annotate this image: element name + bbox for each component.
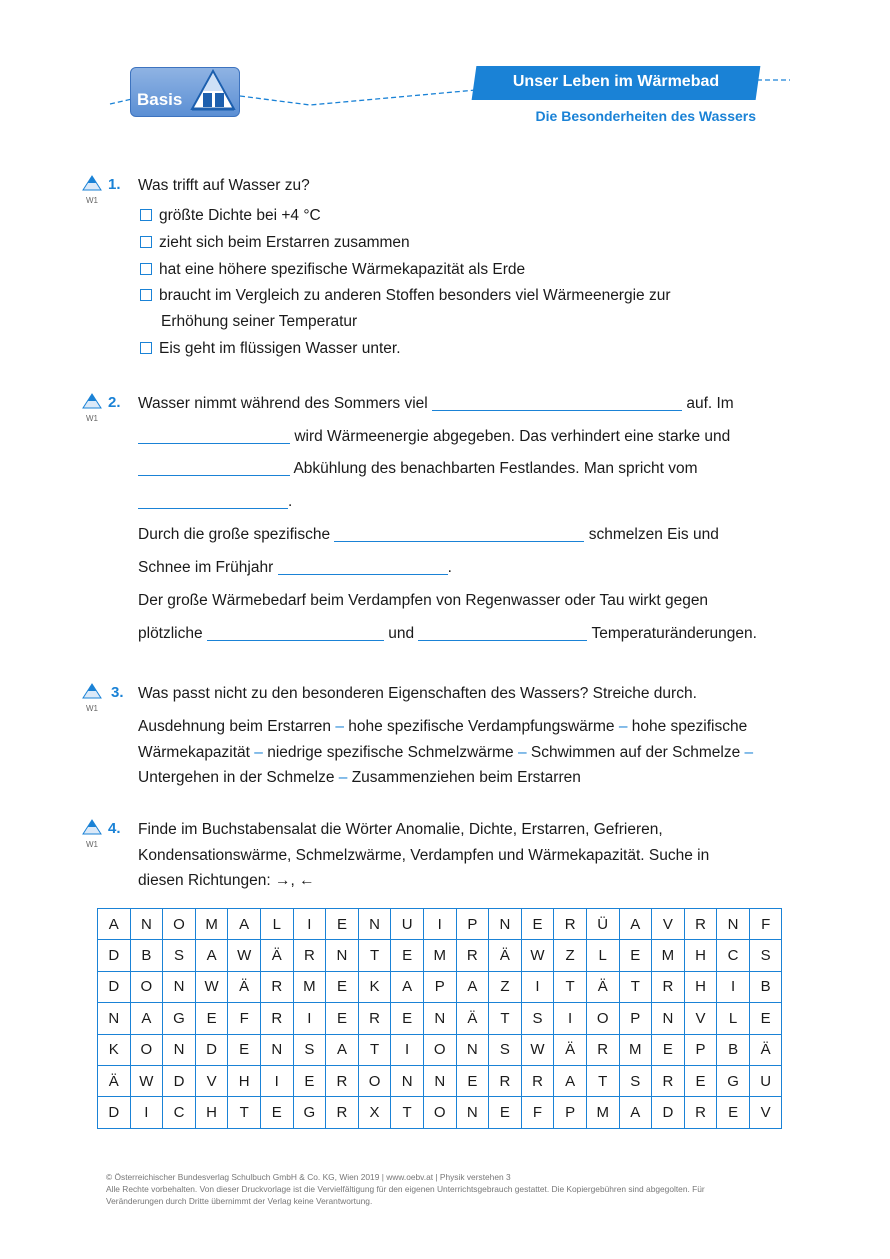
grid-cell[interactable]: F [749,909,782,940]
grid-cell[interactable]: H [684,940,717,971]
grid-cell[interactable]: N [358,909,391,940]
grid-cell[interactable]: R [521,1065,554,1096]
answer-blank[interactable] [138,459,290,476]
grid-cell[interactable]: A [456,971,489,1002]
grid-cell[interactable]: E [684,1065,717,1096]
property-item[interactable]: Ausdehnung beim Erstarren [138,718,332,735]
cloze-line: Durch die große spezifische schmelzen Eis und [138,526,719,543]
grid-cell[interactable]: R [293,940,326,971]
checkbox-option[interactable]: größte Dichte bei +4 °C [140,206,321,226]
grid-cell[interactable]: M [586,1097,619,1128]
grid-cell[interactable]: N [163,971,196,1002]
cloze-line: Der große Wärmebedarf beim Verdampfen von Regenwasser oder Tau wirkt gegen [138,592,709,609]
grid-cell[interactable]: M [423,940,456,971]
answer-blank[interactable] [207,624,384,641]
grid-row [98,940,782,971]
grid-cell[interactable]: R [358,1003,391,1034]
grid-cell[interactable]: O [163,909,196,940]
grid-cell[interactable]: M [652,940,685,971]
grid-cell[interactable]: V [749,1097,782,1128]
task-level: W1 [86,840,98,849]
grid-cell[interactable]: T [358,940,391,971]
checkbox-option[interactable]: zieht sich beim Erstarren zusammen [140,233,410,253]
grid-cell[interactable]: I [391,1034,424,1065]
task-number: 3. [111,684,124,701]
answer-blank[interactable] [418,624,587,641]
task-question: Was passt nicht zu den besonderen Eigenschaften des Wassers? Streiche durch. [138,685,697,702]
checkbox-option[interactable]: braucht im Vergleich zu anderen Stoffen besonders viel Wärmeenergie zur [140,286,671,306]
grid-cell[interactable]: Z [489,971,522,1002]
grid-cell[interactable]: N [489,909,522,940]
grid-cell[interactable]: L [586,940,619,971]
grid-cell[interactable]: Z [554,940,587,971]
grid-cell[interactable]: S [749,940,782,971]
grid-cell[interactable]: I [554,1003,587,1034]
answer-blank[interactable] [278,558,448,575]
grid-cell[interactable]: K [358,971,391,1002]
grid-cell[interactable]: N [652,1003,685,1034]
grid-cell[interactable]: S [521,1003,554,1034]
grid-cell[interactable]: E [489,1097,522,1128]
grid-cell[interactable]: I [130,1097,163,1128]
property-item[interactable]: niedrige spezifische Schmelzwärme [267,744,514,761]
grid-cell[interactable]: M [293,971,326,1002]
grid-cell[interactable]: G [293,1097,326,1128]
grid-cell[interactable]: X [358,1097,391,1128]
grid-cell[interactable]: O [586,1003,619,1034]
grid-cell[interactable]: P [423,971,456,1002]
grid-cell[interactable]: U [391,909,424,940]
grid-cell[interactable]: E [326,1003,359,1034]
cloze-line: Schnee im Frühjahr . [138,559,452,576]
grid-cell[interactable]: A [228,909,261,940]
grid-cell[interactable]: R [326,1065,359,1096]
grid-cell[interactable]: R [652,1065,685,1096]
grid-cell[interactable]: B [130,940,163,971]
grid-row [98,1034,782,1065]
grid-cell[interactable]: R [652,971,685,1002]
grid-cell[interactable]: P [456,909,489,940]
grid-cell[interactable]: A [619,909,652,940]
checkbox[interactable] [140,236,152,248]
property-item[interactable]: Zusammenziehen beim Erstarren [351,769,581,786]
footer-rights: Alle Rechte vorbehalten. Von dieser Druckvorlage ist die Vervielfältigung für den eigenen Unterrichtsgebrauch gestattet. Die Kopiergebühren sind abgegolten. Für [106,1184,705,1194]
checkbox-option[interactable]: hat eine höhere spezifische Wärmekapazität als Erde [140,260,525,280]
task-instruction: Finde im Buchstabensalat die Wörter Anomalie, Dichte, Erstarren, Gefrieren, [138,821,663,838]
grid-cell[interactable]: A [326,1034,359,1065]
grid-cell[interactable]: R [684,1097,717,1128]
property-item[interactable]: hohe spezifische [631,718,748,735]
grid-cell[interactable]: N [326,940,359,971]
page-subtitle: Die Besonderheiten des Wassers [535,108,756,124]
grid-cell[interactable]: Ä [260,940,293,971]
grid-cell[interactable]: O [423,1097,456,1128]
grid-cell[interactable]: E [456,1065,489,1096]
grid-row [98,971,782,1002]
grid-cell[interactable]: N [260,1034,293,1065]
grid-cell[interactable]: R [586,1034,619,1065]
grid-cell[interactable]: W [130,1065,163,1096]
grid-cell[interactable]: E [195,1003,228,1034]
grid-cell[interactable]: N [163,1034,196,1065]
grid-cell[interactable]: R [260,971,293,1002]
grid-cell[interactable]: D [98,1097,131,1128]
grid-cell[interactable]: P [554,1097,587,1128]
grid-cell[interactable]: I [260,1065,293,1096]
task-level: W1 [86,196,98,205]
level-triangle-icon [190,69,236,113]
grid-cell[interactable]: R [554,909,587,940]
grid-cell[interactable]: C [717,940,750,971]
grid-cell[interactable]: P [684,1034,717,1065]
grid-cell[interactable]: H [228,1065,261,1096]
property-item[interactable]: hohe spezifische Verdampfungswärme [348,718,615,735]
grid-cell[interactable]: D [98,971,131,1002]
grid-cell[interactable]: T [391,1097,424,1128]
footer-copyright: © Österreichischer Bundesverlag Schulbuch GmbH & Co. KG, Wien 2019 | www.oebv.at | Physik verstehen 3 [106,1172,511,1182]
grid-cell[interactable]: N [391,1065,424,1096]
grid-cell[interactable]: E [717,1097,750,1128]
grid-cell[interactable]: F [228,1003,261,1034]
grid-cell[interactable]: A [98,909,131,940]
grid-cell[interactable]: U [749,1065,782,1096]
grid-cell[interactable]: D [652,1097,685,1128]
property-line: Ausdehnung beim Erstarren – hohe spezifische Verdampfungswärme – hohe spezifische [138,718,748,735]
grid-cell[interactable]: W [521,1034,554,1065]
grid-row [98,1003,782,1034]
checkbox[interactable] [140,209,152,221]
grid-cell[interactable]: I [717,971,750,1002]
task-instruction: Kondensationswärme, Schmelzwärme, Verdampfen und Wärmekapazität. Suche in [138,847,710,864]
grid-row [98,1097,782,1128]
grid-cell[interactable]: L [260,909,293,940]
grid-cell[interactable]: E [260,1097,293,1128]
grid-cell[interactable]: S [163,940,196,971]
task-level: W1 [86,704,98,713]
answer-blank[interactable] [138,492,288,509]
task-question: Was trifft auf Wasser zu? [138,177,310,194]
basis-label: Basis [137,90,183,109]
checkbox[interactable] [140,289,152,301]
grid-cell[interactable]: R [456,940,489,971]
cloze-line: Abkühlung des benachbarten Festlandes. Man spricht vom [138,459,698,479]
grid-cell[interactable]: S [293,1034,326,1065]
grid-cell[interactable]: T [554,971,587,1002]
pyramid-icon [82,683,102,699]
grid-cell[interactable]: N [423,1065,456,1096]
grid-cell[interactable]: Ä [586,971,619,1002]
grid-cell[interactable]: L [717,1003,750,1034]
grid-cell[interactable]: A [619,1097,652,1128]
grid-cell[interactable]: R [326,1097,359,1128]
task-level: W1 [86,414,98,423]
grid-cell[interactable]: V [652,909,685,940]
grid-cell[interactable]: K [98,1034,131,1065]
grid-cell[interactable]: E [391,940,424,971]
cloze-line: wird Wärmeenergie abgegeben. Das verhindert eine starke und [138,427,730,447]
grid-cell[interactable]: O [358,1065,391,1096]
word-search-grid [97,908,782,1129]
grid-cell[interactable]: Ä [554,1034,587,1065]
grid-cell[interactable]: P [619,1003,652,1034]
task-number: 1. [108,176,121,193]
grid-cell[interactable]: Ä [749,1034,782,1065]
page-title: Unser Leben im Wärmebad [512,73,720,90]
grid-cell[interactable]: M [195,909,228,940]
grid-cell[interactable]: V [684,1003,717,1034]
grid-cell[interactable]: O [423,1034,456,1065]
grid-cell[interactable]: E [391,1003,424,1034]
property-item[interactable]: Untergehen in der Schmelze [138,769,335,786]
grid-row [98,909,782,940]
grid-cell[interactable]: Ä [228,971,261,1002]
grid-cell[interactable]: Ä [98,1065,131,1096]
grid-cell[interactable]: I [423,909,456,940]
property-item[interactable]: Schwimmen auf der Schmelze [530,744,741,761]
grid-cell[interactable]: E [293,1065,326,1096]
checkbox-option[interactable]: Eis geht im flüssigen Wasser unter. [140,339,401,359]
grid-cell[interactable]: E [326,971,359,1002]
grid-cell[interactable]: R [260,1003,293,1034]
grid-cell[interactable]: I [293,1003,326,1034]
answer-blank[interactable] [138,427,290,444]
answer-blank[interactable] [334,525,584,542]
task-number: 2. [108,394,121,411]
property-line: Untergehen in der Schmelze – Zusammenziehen beim Erstarren [138,769,581,786]
grid-cell[interactable]: N [98,1003,131,1034]
grid-cell[interactable]: N [456,1034,489,1065]
grid-cell[interactable]: T [586,1065,619,1096]
grid-cell[interactable]: E [619,940,652,971]
grid-cell[interactable]: I [293,909,326,940]
grid-cell[interactable]: D [163,1065,196,1096]
grid-cell[interactable]: W [195,971,228,1002]
grid-cell[interactable]: W [521,940,554,971]
grid-cell[interactable]: W [228,940,261,971]
property-item[interactable]: Wärmekapazität [138,744,250,761]
grid-cell[interactable]: A [195,940,228,971]
grid-cell[interactable]: F [521,1097,554,1128]
grid-cell[interactable]: M [619,1034,652,1065]
grid-cell[interactable]: O [130,1034,163,1065]
cloze-line: Wasser nimmt während des Sommers viel auf. Im [138,395,734,412]
grid-cell[interactable]: T [358,1034,391,1065]
task-instruction: diesen Richtungen: →, ← [138,872,315,889]
grid-cell[interactable]: G [717,1065,750,1096]
grid-cell[interactable]: S [619,1065,652,1096]
grid-cell[interactable]: N [717,909,750,940]
grid-cell[interactable]: A [130,1003,163,1034]
grid-cell[interactable]: E [749,1003,782,1034]
grid-cell[interactable]: S [489,1034,522,1065]
grid-cell[interactable]: I [521,971,554,1002]
checkbox[interactable] [140,263,152,275]
grid-cell[interactable]: E [228,1034,261,1065]
grid-cell[interactable]: H [684,971,717,1002]
grid-cell[interactable]: R [684,909,717,940]
grid-cell[interactable]: T [228,1097,261,1128]
grid-cell[interactable]: A [554,1065,587,1096]
cloze-line: . [138,492,292,512]
answer-blank[interactable] [432,394,682,411]
grid-cell[interactable]: D [98,940,131,971]
checkbox[interactable] [140,342,152,354]
grid-cell[interactable]: N [423,1003,456,1034]
footer-disclaimer: Veränderungen durch Dritte übernimmt der Verlag keine Verantwortung. [106,1196,373,1206]
grid-cell[interactable]: O [130,971,163,1002]
grid-cell[interactable]: E [521,909,554,940]
grid-row [98,1065,782,1096]
grid-cell[interactable]: V [195,1065,228,1096]
grid-cell[interactable]: N [456,1097,489,1128]
pyramid-icon [82,175,102,191]
grid-cell[interactable]: R [489,1065,522,1096]
cloze-line: plötzliche und Temperaturänderungen. [138,625,757,642]
property-line: Wärmekapazität – niedrige spezifische Schmelzwärme – Schwimmen auf der Schmelze – [138,744,754,761]
grid-cell[interactable]: B [717,1034,750,1065]
grid-cell[interactable]: N [130,909,163,940]
grid-cell[interactable]: Ä [489,940,522,971]
grid-cell[interactable]: T [619,971,652,1002]
grid-cell[interactable]: H [195,1097,228,1128]
pyramid-icon [82,819,102,835]
grid-cell[interactable]: C [163,1097,196,1128]
grid-cell[interactable]: Ä [456,1003,489,1034]
grid-cell[interactable]: B [749,971,782,1002]
grid-cell[interactable]: A [391,971,424,1002]
grid-cell[interactable]: E [652,1034,685,1065]
grid-cell[interactable]: D [195,1034,228,1065]
option-continuation: Erhöhung seiner Temperatur [161,313,358,330]
grid-cell[interactable]: E [326,909,359,940]
pyramid-icon [82,393,102,409]
grid-cell[interactable]: T [489,1003,522,1034]
task-number: 4. [108,820,121,837]
grid-cell[interactable]: Ü [586,909,619,940]
grid-cell[interactable]: G [163,1003,196,1034]
